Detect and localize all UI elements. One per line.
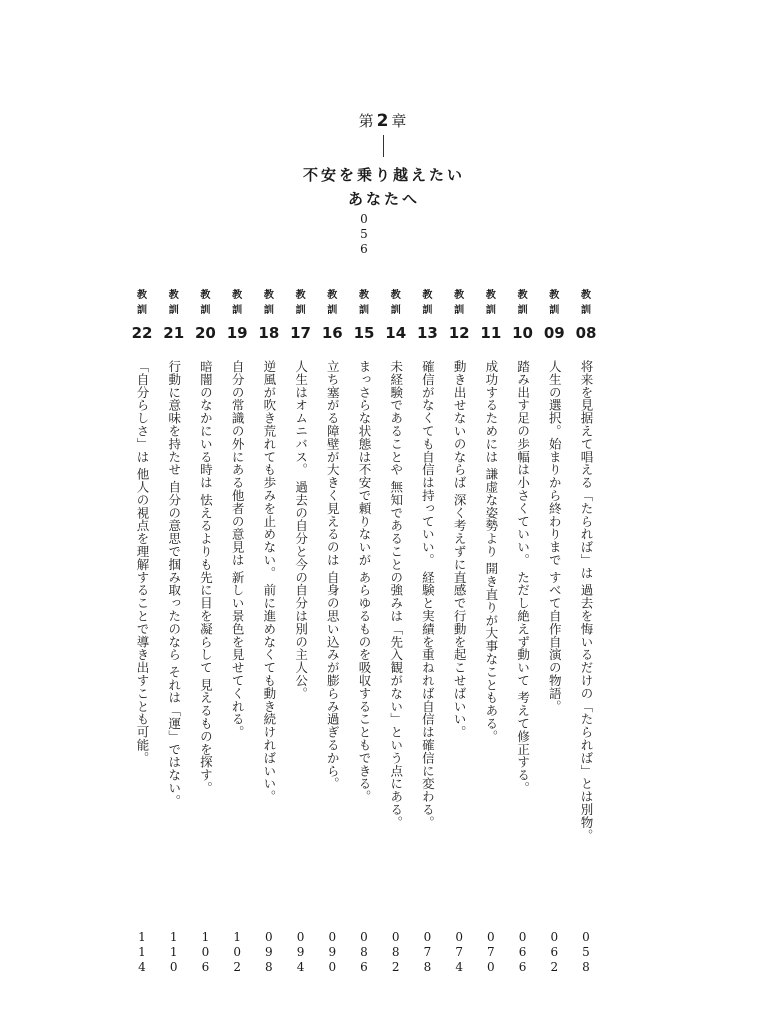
lesson-label [130, 288, 154, 318]
chapter-page-digit: 5 [360, 227, 368, 241]
lesson-entry[interactable] [479, 288, 503, 988]
lesson-entry[interactable] [130, 288, 154, 988]
chapter-suffix: 章 [391, 112, 410, 130]
lesson-page-number [542, 930, 566, 975]
lesson-label-char: 教 [422, 290, 433, 301]
lesson-page-digit: 4 [296, 960, 305, 974]
chapter-number: 2 [376, 111, 392, 131]
lesson-label-char: 教 [549, 290, 560, 301]
lesson-entry[interactable] [415, 288, 439, 988]
lesson-page-digit: 8 [423, 960, 432, 974]
lesson-label-char: 教 [232, 290, 243, 301]
lesson-text: 確信がなくても自信は持っていい。 経験と実績を重ねれば自信は確信に変わる。 [420, 360, 436, 829]
lesson-page-digit: 2 [550, 960, 559, 974]
lesson-page-digit: 0 [328, 960, 337, 974]
lesson-number: 11 [480, 324, 502, 342]
lesson-page-digit: 1 [233, 930, 241, 944]
lesson-page-digit: 8 [265, 960, 273, 974]
lesson-label-char: 教 [454, 290, 465, 301]
lesson-label [384, 288, 408, 318]
lesson-entry[interactable] [162, 288, 186, 988]
lesson-page-number [130, 930, 154, 975]
lesson-number: 13 [416, 324, 438, 342]
lesson-page-number [574, 930, 598, 975]
lesson-entry[interactable] [352, 288, 376, 988]
lesson-page-digit: 0 [169, 960, 178, 974]
lesson-label-char: 訓 [263, 305, 274, 316]
lesson-label-char: 訓 [549, 305, 560, 316]
lesson-page-number [193, 930, 217, 975]
lesson-page-digit: 7 [487, 945, 495, 959]
chapter-page-digit: 6 [360, 242, 368, 256]
lesson-page-digit: 1 [201, 930, 210, 944]
lesson-page-number [257, 930, 281, 975]
lesson-entry[interactable] [384, 288, 408, 988]
lesson-label-char: 教 [390, 290, 401, 301]
lesson-page-digit: 7 [455, 945, 463, 959]
lesson-page-digit: 2 [391, 960, 400, 974]
chapter-title-line1: 不安を乗り越えたい [302, 166, 465, 184]
lesson-text: 「自分らしさ」は 他人の視点を理解することで導き出すことも可能。 [135, 360, 150, 765]
lesson-page-digit: 0 [360, 930, 368, 944]
lesson-page-digit: 0 [487, 960, 495, 974]
lesson-page-digit: 7 [423, 945, 432, 959]
lesson-page-digit: 1 [169, 930, 178, 944]
lesson-text: 未経験であることや 無知であることの強みは「先入観がない」という点にある。 [388, 360, 404, 829]
lesson-label-char: 訓 [517, 305, 528, 316]
lesson-text: 動き出せないのならば 深く考えずに直感で行動を起こせばいい。 [452, 360, 468, 739]
lesson-label-char: 訓 [200, 305, 211, 316]
lesson-label [289, 288, 313, 318]
lesson-number: 22 [131, 324, 153, 342]
lesson-text: 将来を見据えて唱える「たられば」は 過去を悔いるだけの「たられば」とは別物。 [579, 360, 594, 842]
lesson-page-number [225, 930, 249, 975]
chapter-page-digit: 0 [360, 212, 368, 226]
lesson-page-digit: 0 [487, 930, 495, 944]
lesson-label-char: 訓 [137, 305, 147, 316]
lesson-label [574, 288, 598, 318]
lesson-label-char: 訓 [168, 305, 179, 316]
lesson-page-digit: 8 [391, 945, 400, 959]
lesson-number: 18 [258, 324, 280, 342]
lesson-page-digit: 5 [582, 945, 590, 959]
lesson-page-digit: 0 [296, 930, 305, 944]
lesson-page-number [320, 930, 344, 975]
lesson-page-digit: 9 [265, 945, 273, 959]
chapter-prefix: 第 [358, 112, 377, 130]
lesson-page-digit: 0 [391, 930, 400, 944]
lesson-text: 行動に意味を持たせ 自分の意思で掴み取ったのなら それは「運」ではない。 [166, 360, 182, 808]
lesson-label-char: 訓 [232, 305, 243, 316]
lesson-label-char: 教 [137, 290, 147, 301]
lesson-page-number [479, 930, 503, 975]
lesson-page-digit: 2 [233, 960, 241, 974]
lesson-label [415, 288, 439, 318]
lesson-number: 20 [194, 324, 216, 342]
lesson-label [162, 288, 186, 318]
lesson-label-char: 教 [327, 290, 338, 301]
lesson-page-number [384, 930, 408, 975]
lesson-number: 15 [353, 324, 375, 342]
lesson-label-char: 訓 [581, 305, 591, 316]
lesson-entry[interactable] [542, 288, 566, 988]
lesson-page-number [415, 930, 439, 975]
lesson-entry[interactable] [447, 288, 471, 988]
lesson-label [193, 288, 217, 318]
lesson-page-digit: 0 [582, 930, 590, 944]
lesson-entry[interactable] [511, 288, 535, 988]
lesson-label-char: 教 [517, 290, 528, 301]
lesson-label-char: 教 [200, 290, 211, 301]
lesson-label [542, 288, 566, 318]
chapter-page-number [354, 212, 374, 257]
lesson-page-digit: 0 [423, 930, 432, 944]
chapter-label [0, 110, 768, 131]
lesson-text: 立ち塞がる障壁が大きく見えるのは 自身の思い込みが膨らみ過ぎるから。 [325, 360, 341, 791]
lesson-page-digit: 0 [233, 945, 241, 959]
lesson-label-char: 訓 [390, 305, 401, 316]
lesson-page-digit: 0 [328, 930, 337, 944]
lesson-page-digit: 8 [582, 960, 590, 974]
chapter-title-line2: あなたへ [347, 190, 420, 208]
lesson-label-char: 訓 [454, 305, 465, 316]
lesson-label-char: 教 [359, 290, 369, 301]
lesson-page-digit: 0 [518, 930, 527, 944]
lesson-label-char: 訓 [422, 305, 433, 316]
lesson-label [447, 288, 471, 318]
lesson-text: 人生はオムニバス。 過去の自分と今の自分は別の主人公。 [293, 360, 309, 700]
lesson-page-digit: 1 [138, 930, 146, 944]
lesson-number: 10 [512, 324, 533, 342]
lesson-page-number [162, 930, 186, 975]
lesson-page-digit: 6 [201, 960, 210, 974]
lesson-label [257, 288, 281, 318]
lesson-text: 逆風が吹き荒れても歩みを止めない。 前に進めなくても動き続ければいい。 [261, 360, 277, 803]
lesson-label-char: 教 [168, 290, 179, 301]
lesson-entry[interactable] [574, 288, 598, 988]
lesson-label [511, 288, 535, 318]
lesson-page-number [352, 930, 376, 975]
lesson-label-char: 教 [581, 290, 591, 301]
lesson-label-char: 教 [263, 290, 274, 301]
lesson-number: 12 [448, 324, 470, 342]
lesson-page-number [447, 930, 471, 975]
lesson-number: 21 [163, 324, 185, 342]
lesson-page-digit: 0 [201, 945, 210, 959]
lesson-entry[interactable] [225, 288, 249, 988]
lesson-text: 自分の常識の外にある他者の意見は 新しい景色を見せてくれる。 [230, 360, 246, 739]
lesson-number: 08 [575, 324, 597, 342]
lesson-page-digit: 1 [169, 945, 178, 959]
lesson-number: 16 [321, 324, 343, 342]
lesson-label-char: 教 [295, 290, 306, 301]
lesson-label-char: 教 [485, 290, 496, 301]
lesson-label-char: 訓 [295, 305, 306, 316]
lesson-page-digit: 6 [550, 945, 559, 959]
lesson-label [352, 288, 376, 318]
lesson-page-digit: 6 [518, 960, 527, 974]
lesson-entry[interactable] [320, 288, 344, 988]
lesson-label-char: 訓 [359, 305, 369, 316]
lesson-label [479, 288, 503, 318]
lesson-page-digit: 9 [296, 945, 305, 959]
lesson-entry[interactable] [257, 288, 281, 988]
lesson-entry[interactable] [289, 288, 313, 988]
lesson-label-char: 訓 [327, 305, 338, 316]
lesson-text: まっさらな状態は不安で頼りないが あらゆるものを吸収することもできる。 [357, 360, 372, 803]
lesson-text: 人生の選択。始まりから終わりまで すべて自作自演の物語。 [547, 360, 563, 713]
lesson-number: 09 [543, 324, 565, 342]
lesson-page-digit: 4 [455, 960, 463, 974]
lesson-text: 暗闇のなかにいる時は 怯えるよりも先に目を凝らして 見えるものを探す。 [198, 360, 214, 795]
lesson-number: 14 [385, 324, 407, 342]
lesson-label [320, 288, 344, 318]
lesson-page-digit: 9 [328, 945, 337, 959]
lesson-number: 19 [226, 324, 248, 342]
lesson-label [225, 288, 249, 318]
lesson-entry[interactable] [193, 288, 217, 988]
lesson-text: 成功するためには 謙虚な姿勢より 開き直りが大事なこともある。 [483, 360, 499, 743]
lesson-page-digit: 8 [360, 945, 368, 959]
lesson-page-digit: 6 [518, 945, 527, 959]
lesson-text: 踏み出す足の歩幅は小さくていい。 ただし絶えず動いて 考えて修正する。 [515, 360, 531, 795]
lesson-label-char: 訓 [485, 305, 496, 316]
lesson-page-number [289, 930, 313, 975]
lesson-page-number [511, 930, 535, 975]
lesson-number: 17 [290, 324, 311, 342]
lesson-page-digit: 0 [265, 930, 273, 944]
lesson-page-digit: 0 [550, 930, 559, 944]
lesson-page-digit: 1 [138, 945, 146, 959]
lesson-page-digit: 4 [138, 960, 146, 974]
lesson-page-digit: 0 [455, 930, 463, 944]
chapter-divider [383, 135, 384, 157]
lesson-page-digit: 6 [360, 960, 368, 974]
